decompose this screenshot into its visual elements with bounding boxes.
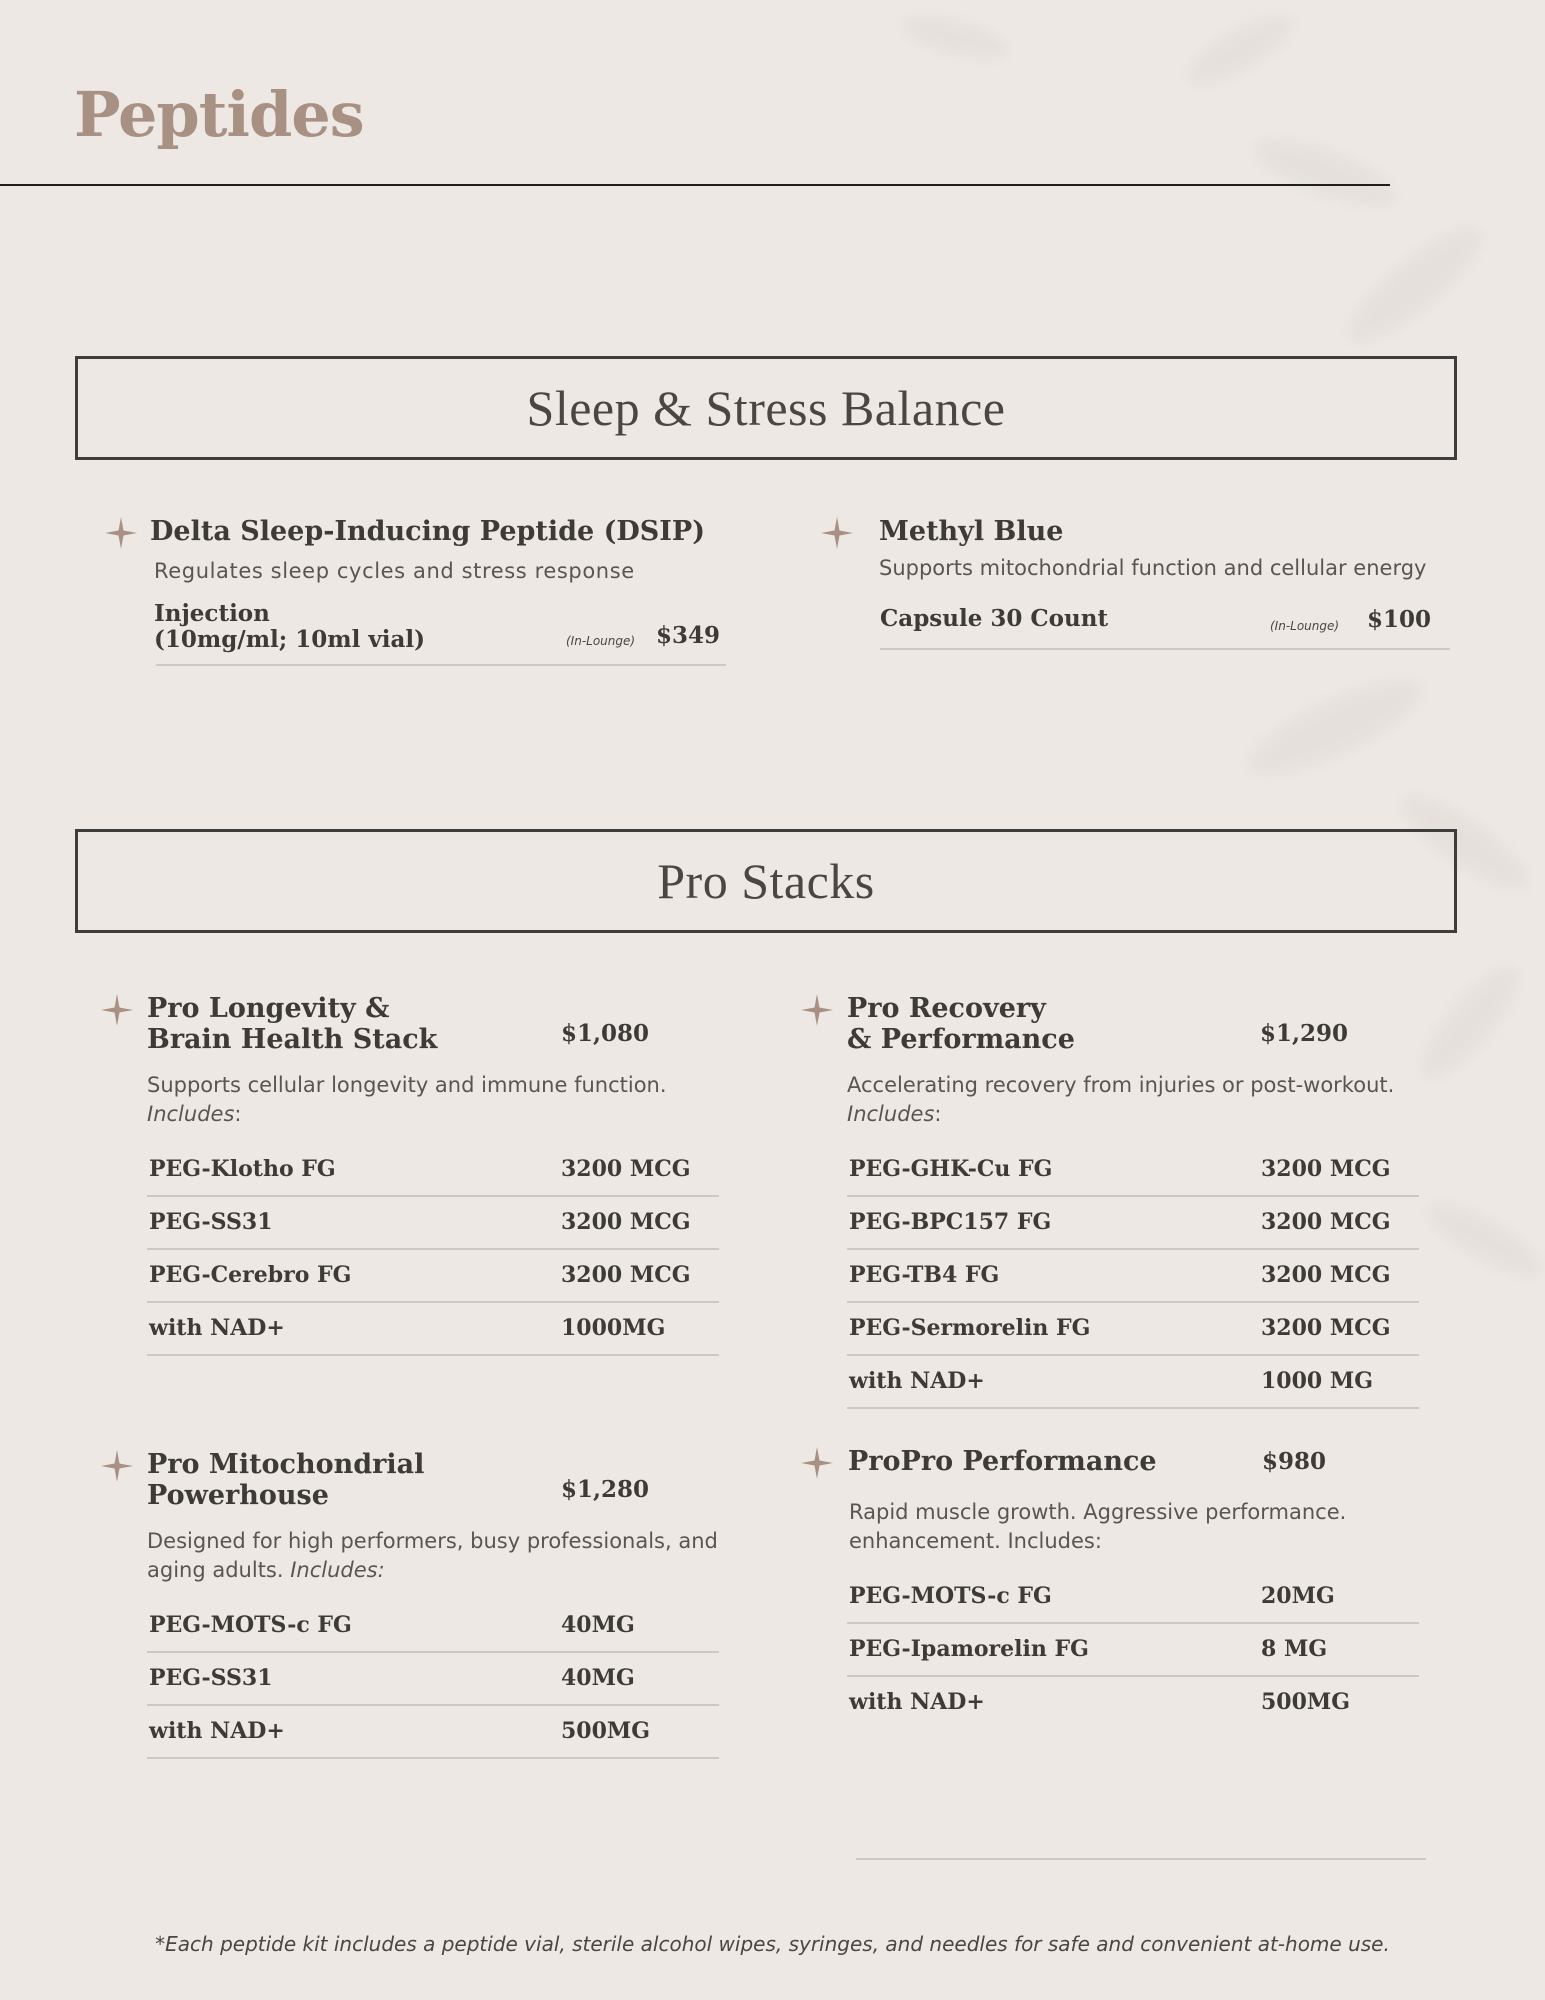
includes-line xyxy=(147,1100,667,1129)
ingredient-name: PEG-Cerebro FG xyxy=(149,1262,352,1288)
ingredient-name: PEG-SS31 xyxy=(149,1665,273,1691)
item-name-methyl-blue: Methyl Blue xyxy=(879,516,1064,547)
ingredient-amount: 1000MG xyxy=(561,1315,666,1341)
ingredient-amount: 3200 MCG xyxy=(561,1262,691,1288)
ingredient-row xyxy=(147,1653,719,1706)
description-line xyxy=(147,1556,718,1585)
ingredient-name: PEG-Ipamorelin FG xyxy=(849,1636,1089,1662)
description-line: Designed for high performers, busy professionals, and xyxy=(147,1529,718,1553)
four-point-star-icon xyxy=(820,516,854,550)
includes-suffix: : xyxy=(234,1102,242,1126)
ingredient-row xyxy=(847,1144,1419,1197)
ingredient-row xyxy=(847,1356,1419,1409)
stack-name-line: Pro Recovery xyxy=(847,993,1046,1024)
ingredient-amount: 40MG xyxy=(561,1612,635,1638)
footnote: *Each peptide kit includes a peptide vial, sterile alcohol wipes, syringes, and needles for safe and convenient at-home use. xyxy=(155,1932,1390,1956)
ingredients-table xyxy=(147,1600,719,1759)
ingredients-table xyxy=(147,1144,719,1356)
includes-label: Includes: xyxy=(290,1558,385,1582)
footer-divider xyxy=(856,1858,1426,1860)
section-header-pro-stacks xyxy=(75,829,1457,933)
ingredient-row xyxy=(147,1600,719,1653)
ingredient-row xyxy=(147,1250,719,1303)
in-lounge-note: (In-Lounge) xyxy=(1270,619,1340,633)
ingredient-name: PEG-TB4 FG xyxy=(849,1262,1000,1288)
stack-price: $1,280 xyxy=(561,1476,650,1503)
item-description: Supports mitochondrial function and cellular energy xyxy=(879,556,1427,580)
page-title: Peptides xyxy=(74,78,364,151)
stack-name-line: & Performance xyxy=(847,1024,1075,1055)
stack-name-pro-recovery xyxy=(847,993,1075,1055)
stack-name-line: Brain Health Stack xyxy=(147,1024,438,1055)
four-point-star-icon xyxy=(100,993,134,1027)
ingredient-row xyxy=(847,1250,1419,1303)
ingredient-name: PEG-SS31 xyxy=(149,1209,273,1235)
title-divider xyxy=(0,184,1390,186)
option-label: Injection xyxy=(154,600,270,627)
option-label: Capsule 30 Count xyxy=(880,605,1109,632)
ingredient-name: PEG-BPC157 FG xyxy=(849,1209,1052,1235)
ingredient-amount: 3200 MCG xyxy=(561,1209,691,1235)
stack-name-line: Pro Mitochondrial xyxy=(147,1449,425,1480)
section-title: Pro Stacks xyxy=(657,853,875,909)
item-price: $349 xyxy=(656,622,721,649)
stack-price: $1,290 xyxy=(1260,1020,1349,1047)
four-point-star-icon xyxy=(104,516,138,550)
description-line: enhancement. Includes: xyxy=(849,1529,1102,1553)
ingredient-amount: 8 MG xyxy=(1261,1636,1328,1662)
stack-description xyxy=(147,1527,718,1585)
ingredient-amount: 3200 MCG xyxy=(561,1156,691,1182)
ingredient-row xyxy=(847,1303,1419,1356)
ingredient-amount: 500MG xyxy=(1261,1689,1351,1715)
ingredients-table xyxy=(847,1571,1419,1728)
includes-label: Includes xyxy=(847,1102,935,1126)
ingredient-row xyxy=(847,1571,1419,1624)
option-label: (10mg/ml; 10ml vial) xyxy=(154,626,425,653)
ingredient-row xyxy=(147,1144,719,1197)
stack-name-pro-mitochondrial xyxy=(147,1449,424,1511)
includes-line xyxy=(847,1100,1394,1129)
stack-name-propro-performance: ProPro Performance xyxy=(848,1446,1157,1477)
stack-description xyxy=(847,1071,1394,1129)
ingredient-amount: 1000 MG xyxy=(1261,1368,1374,1394)
ingredient-amount: 3200 MCG xyxy=(1261,1209,1391,1235)
description-line: Supports cellular longevity and immune function. xyxy=(147,1073,667,1097)
stack-price: $980 xyxy=(1262,1448,1327,1475)
ingredient-name: with NAD+ xyxy=(849,1689,985,1715)
ingredient-row xyxy=(847,1677,1419,1728)
ingredient-row xyxy=(147,1197,719,1250)
ingredient-row xyxy=(147,1706,719,1759)
item-description: Regulates sleep cycles and stress response xyxy=(154,559,635,583)
stack-name-line: Pro Longevity & xyxy=(147,993,390,1024)
ingredient-amount: 3200 MCG xyxy=(1261,1262,1391,1288)
includes-suffix: : xyxy=(934,1102,942,1126)
item-name-dsip: Delta Sleep-Inducing Peptide (DSIP) xyxy=(150,516,706,547)
includes-label: Includes xyxy=(147,1102,235,1126)
description-line: Accelerating recovery from injuries or post-workout. xyxy=(847,1073,1395,1097)
ingredient-name: PEG-MOTS-c FG xyxy=(149,1612,352,1638)
four-point-star-icon xyxy=(800,1446,834,1480)
description-text: aging adults. xyxy=(147,1558,284,1582)
ingredient-name: PEG-Sermorelin FG xyxy=(849,1315,1091,1341)
section-header-sleep-stress xyxy=(75,356,1457,460)
ingredient-name: PEG-GHK-Cu FG xyxy=(849,1156,1053,1182)
ingredient-row xyxy=(147,1303,719,1356)
ingredient-amount: 3200 MCG xyxy=(1261,1315,1391,1341)
ingredient-name: PEG-MOTS-c FG xyxy=(849,1583,1052,1609)
stack-name-line: Powerhouse xyxy=(147,1480,329,1511)
stack-description xyxy=(147,1071,667,1129)
ingredient-amount: 3200 MCG xyxy=(1261,1156,1391,1182)
description-line: Rapid muscle growth. Aggressive performance. xyxy=(849,1500,1347,1524)
in-lounge-note: (In-Lounge) xyxy=(566,634,636,648)
section-title: Sleep & Stress Balance xyxy=(526,380,1006,436)
item-divider xyxy=(880,648,1450,650)
stack-name-pro-longevity xyxy=(147,993,437,1055)
stack-description xyxy=(849,1498,1346,1556)
ingredient-amount: 40MG xyxy=(561,1665,635,1691)
ingredient-name: with NAD+ xyxy=(849,1368,985,1394)
item-divider xyxy=(156,664,726,666)
ingredient-amount: 20MG xyxy=(1261,1583,1335,1609)
four-point-star-icon xyxy=(800,993,834,1027)
four-point-star-icon xyxy=(100,1449,134,1483)
ingredient-row xyxy=(847,1624,1419,1677)
stack-price: $1,080 xyxy=(561,1020,650,1047)
ingredients-table xyxy=(847,1144,1419,1409)
item-price: $100 xyxy=(1367,606,1432,633)
ingredient-row xyxy=(847,1197,1419,1250)
ingredient-amount: 500MG xyxy=(561,1718,651,1744)
ingredient-name: with NAD+ xyxy=(149,1315,285,1341)
ingredient-name: with NAD+ xyxy=(149,1718,285,1744)
ingredient-name: PEG-Klotho FG xyxy=(149,1156,336,1182)
